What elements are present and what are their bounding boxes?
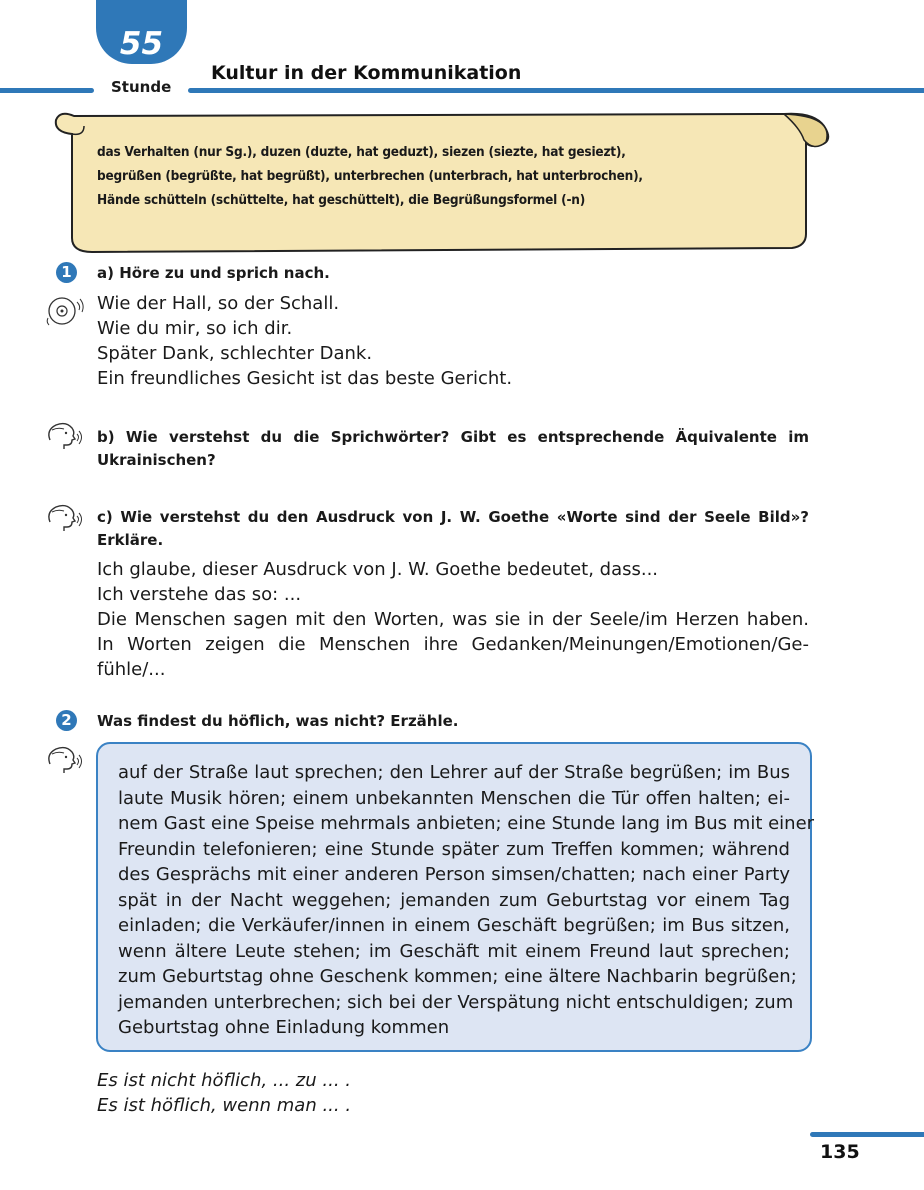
task-1a-proverbs (97, 291, 512, 391)
task-1c-phrases (97, 557, 809, 682)
proverb-line: Wie du mir, so ich dir. (97, 318, 293, 339)
situation-line: auf der Straße laut sprechen; den Lehrer auf der Straße begrüßen; im Bus (118, 762, 790, 783)
lesson-number: 55 (119, 26, 164, 62)
situation-line: Freundin telefonieren; eine Stunde später zum Treffen kommen; während (118, 838, 790, 860)
page-title: Kultur in der Kommunikation (211, 62, 522, 84)
phrase-line: Ich glaube, dieser Ausdruck von J. W. Goethe bedeutet, dass... (97, 559, 659, 580)
vocabulary-line: das Verhalten (nur Sg.), duzen (duzte, hat geduzt), siezen (siezte, hat gesiezt), (97, 144, 626, 160)
task-1c-instruction-line1: c) Wie verstehst du den Ausdruck von J. W. Goethe «Worte sind der Seele Bild»? (97, 508, 809, 526)
phrase-line: Die Menschen sagen mit den Worten, was sie in der Seele/im Herzen haben. (97, 609, 809, 630)
situation-line: zum Geburtstag ohne Geschenk kommen; eine ältere Nachbarin begrüßen; (118, 966, 797, 987)
header-rule-right (188, 88, 924, 93)
situation-line: wenn ältere Leute stehen; im Geschäft mit einem Freund laut sprechen; (118, 940, 790, 962)
speaking-head-icon (44, 420, 84, 452)
situation-line: einladen; die Verkäufer/innen in einem Geschäft begrüßen; im Bus sitzen, (118, 915, 790, 936)
pattern-line: Es ist höflich, wenn man ... . (97, 1095, 352, 1116)
page-number: 135 (820, 1141, 860, 1163)
pattern-line: Es ist nicht höflich, ... zu ... . (97, 1070, 351, 1091)
situation-line: spät in der Nacht weggehen; jemanden zum Geburtstag vor einem Tag (118, 889, 790, 911)
phrase-line: fühle/... (97, 659, 166, 680)
phrase-line: In Worten zeigen die Menschen ihre Gedanken/Meinungen/Emotionen/Ge- (97, 634, 809, 655)
situation-line: nem Gast eine Speise mehrmals anbieten; eine Stunde lang im Bus mit einer (118, 813, 815, 834)
proverb-line: Später Dank, schlechter Dank. (97, 343, 373, 364)
speaking-head-icon (44, 502, 84, 534)
situation-line: des Gesprächs mit einer anderen Person simsen/chatten; nach einer Party (118, 864, 790, 885)
task-1c-instruction-line2: Erkläre. (97, 531, 164, 549)
footer-rule (810, 1132, 924, 1137)
proverb-line: Ein freundliches Gesicht ist das beste Gericht. (97, 368, 513, 389)
header-rule-left (0, 88, 94, 93)
phrase-line: Ich verstehe das so: ... (97, 584, 302, 605)
task-2-instruction: Was findest du höflich, was nicht? Erzähle. (97, 712, 459, 730)
lesson-number-tab (96, 0, 187, 64)
proverb-line: Wie der Hall, so der Schall. (97, 293, 340, 314)
vocabulary-line: Hände schütteln (schüttelte, hat geschüttelt), die Begrüßungsformel (-n) (97, 192, 586, 208)
task-1-number: 1 (56, 262, 77, 283)
cd-audio-icon (44, 294, 88, 328)
vocabulary-list (97, 140, 717, 212)
situation-line: jemanden unterbrechen; sich bei der Verspätung nicht entschuldigen; zum (118, 991, 794, 1013)
situation-line: laute Musik hören; einem unbekannten Menschen die Tür offen halten; ei- (118, 787, 790, 809)
situation-line: Geburtstag ohne Einladung kommen (118, 1017, 450, 1038)
speaking-head-icon (44, 744, 84, 776)
task-1b-instruction-line2: Ukrainischen? (97, 451, 216, 469)
task-1b-instruction-line1: b) Wie verstehst du die Sprichwörter? Gibt es entsprechende Äquivalente im (97, 428, 809, 446)
situations-text (118, 760, 815, 1041)
vocabulary-line: begrüßen (begrüßte, hat begrüßt), unterbrechen (unterbrach, hat unterbrochen), (97, 168, 643, 184)
lesson-label: Stunde (111, 78, 172, 96)
task-2-number: 2 (56, 710, 77, 731)
task-1a-instruction: a) Höre zu und sprich nach. (97, 264, 330, 282)
